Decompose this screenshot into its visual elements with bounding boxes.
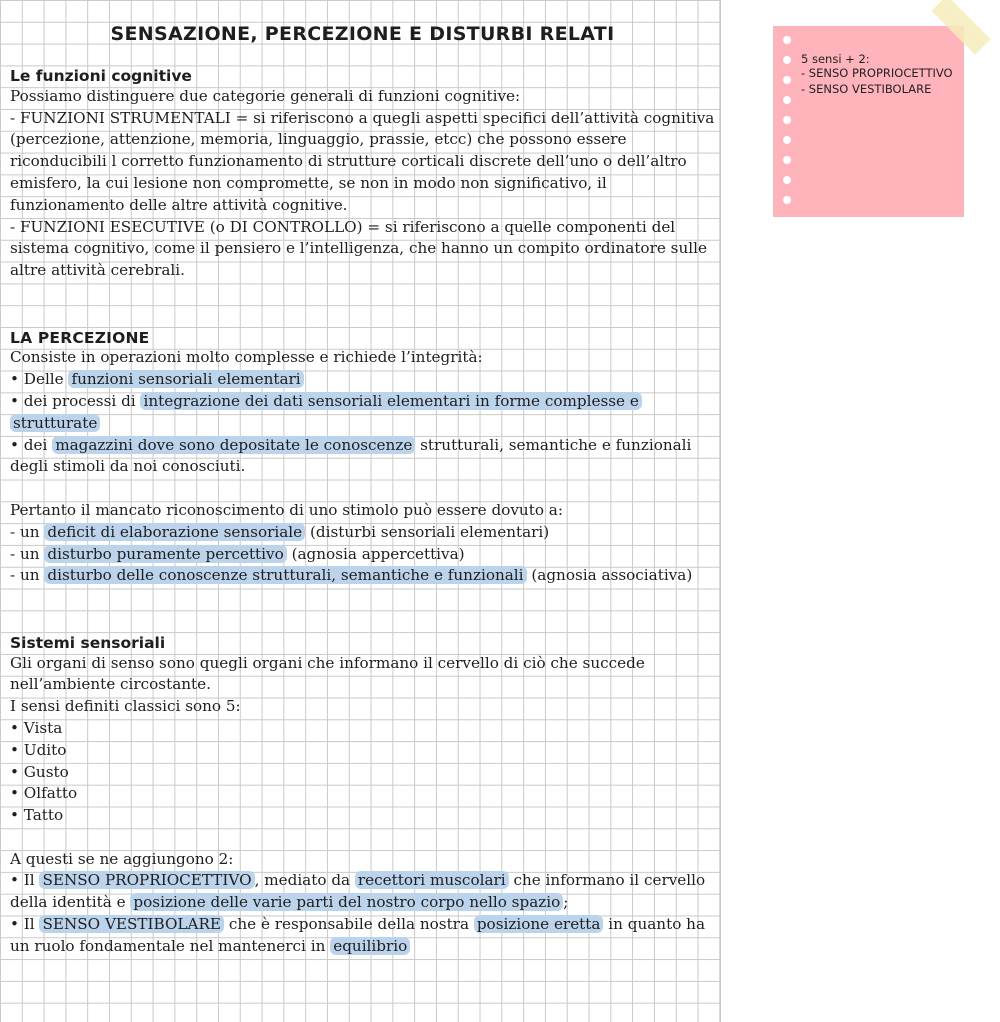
funzioni-esecutive: - FUNZIONI ESECUTIVE (o DI CONTROLLO) = si riferiscono a quelle componenti del sistema cognitivo, come il pensiero e l’intelligenza, che hanno un compito ordinatore sulle altre attività cerebrali. xyxy=(10,217,707,280)
heading-percezione: LA PERCEZIONE xyxy=(10,328,150,347)
heading-funzioni-cognitive: Le funzioni cognitive xyxy=(10,67,192,85)
sticky-note-holes xyxy=(783,36,791,216)
sticky-note-line: - SENSO VESTIBOLARE xyxy=(801,82,932,96)
senso-propriocettivo: • Il SENSO PROPRIOCETTIVO , mediato da recettori muscolari che informano il cervello della identità e posizione delle varie parti del nostro corpo nello spazio ; xyxy=(10,871,706,912)
highlight: funzioni sensoriali elementari xyxy=(68,370,303,388)
highlight: posizione delle varie parti del nostro corpo nello spazio xyxy=(130,893,563,911)
cause-1: - un deficit di elaborazione sensoriale (disturbi sensoriali elementari) xyxy=(10,522,550,541)
highlight: deficit di elaborazione sensoriale xyxy=(44,523,305,541)
percezione-bullet-2: • dei processi di integrazione dei dati sensoriali elementari in forme complesse e strutturate xyxy=(10,391,715,435)
cause-2: - un disturbo puramente percettivo (agnosia appercettiva) xyxy=(10,544,465,563)
highlight: SENSO VESTIBOLARE xyxy=(39,915,224,933)
sistemi-intro: Gli organi di senso sono quegli organi che informano il cervello di ciò che succede nell’ambiente circostante. xyxy=(10,653,645,694)
cognitive-intro: Possiamo distinguere due categorie generali di funzioni cognitive: xyxy=(10,86,521,105)
notes-content xyxy=(10,18,715,958)
cause-intro: Pertanto il mancato riconoscimento di uno stimolo può essere dovuto a: xyxy=(10,500,563,519)
senso-item: • Vista xyxy=(10,718,63,737)
percezione-intro: Consiste in operazioni molto complesse e richiede l’integrità: xyxy=(10,348,483,367)
cause-3: - un disturbo delle conoscenze strutturali, semantiche e funzionali (agnosia associativa) xyxy=(10,566,693,585)
sticky-note-text xyxy=(801,50,953,98)
highlight: disturbo delle conoscenze strutturali, semantiche e funzionali xyxy=(44,566,526,584)
highlight: equilibrio xyxy=(330,937,410,955)
sensi-classici: I sensi definiti classici sono 5: xyxy=(10,697,241,716)
page-title: SENSAZIONE, PERCEZIONE E DISTURBI RELATI xyxy=(110,23,615,45)
senso-vestibolare: • Il SENSO VESTIBOLARE che è responsabile della nostra posizione eretta in quanto ha un ruolo fondamentale nel mantenerci in equilibrio xyxy=(10,915,705,955)
sticky-note-line: 5 sensi + 2: xyxy=(801,52,870,66)
highlight: magazzini dove sono depositate le conoscenze xyxy=(52,436,415,454)
senso-item: • Olfatto xyxy=(10,784,78,803)
percezione-bullet-1: • Delle funzioni sensoriali elementari xyxy=(10,369,715,391)
sticky-note xyxy=(773,26,964,217)
percezione-bullet-3: • dei magazzini dove sono depositate le conoscenze strutturali, semantiche e funzionali degli stimoli da noi conosciuti. xyxy=(10,435,692,476)
highlight: integrazione dei dati sensoriali elementari in forme complesse e strutturate xyxy=(10,392,642,432)
senso-item: • Udito xyxy=(10,740,67,759)
sensi-aggiunti: A questi se ne aggiungono 2: xyxy=(10,849,234,868)
highlight: recettori muscolari xyxy=(355,871,509,889)
sticky-note-line: - SENSO PROPRIOCETTIVO xyxy=(801,66,953,80)
highlight: disturbo puramente percettivo xyxy=(44,545,286,563)
senso-item: • Tatto xyxy=(10,806,64,825)
highlight: SENSO PROPRIOCETTIVO xyxy=(39,871,254,889)
highlight: posizione eretta xyxy=(474,915,604,933)
funzioni-strumentali: - FUNZIONI STRUMENTALI = si riferiscono a quegli aspetti specifici dell’attività cognitiva (percezione, attenzione, memoria, linguaggio, prassie, etcc) che possono essere riconducibili l corretto funzionamento di strutture corticali discrete dell’uno o dell’altro emisfero, la cui lesione non compromette, se non in modo non significativo, il funzionamento delle altre attività cognitive. xyxy=(10,108,715,214)
heading-sistemi-sensoriali: Sistemi sensoriali xyxy=(10,633,166,652)
senso-item: • Gusto xyxy=(10,762,69,781)
